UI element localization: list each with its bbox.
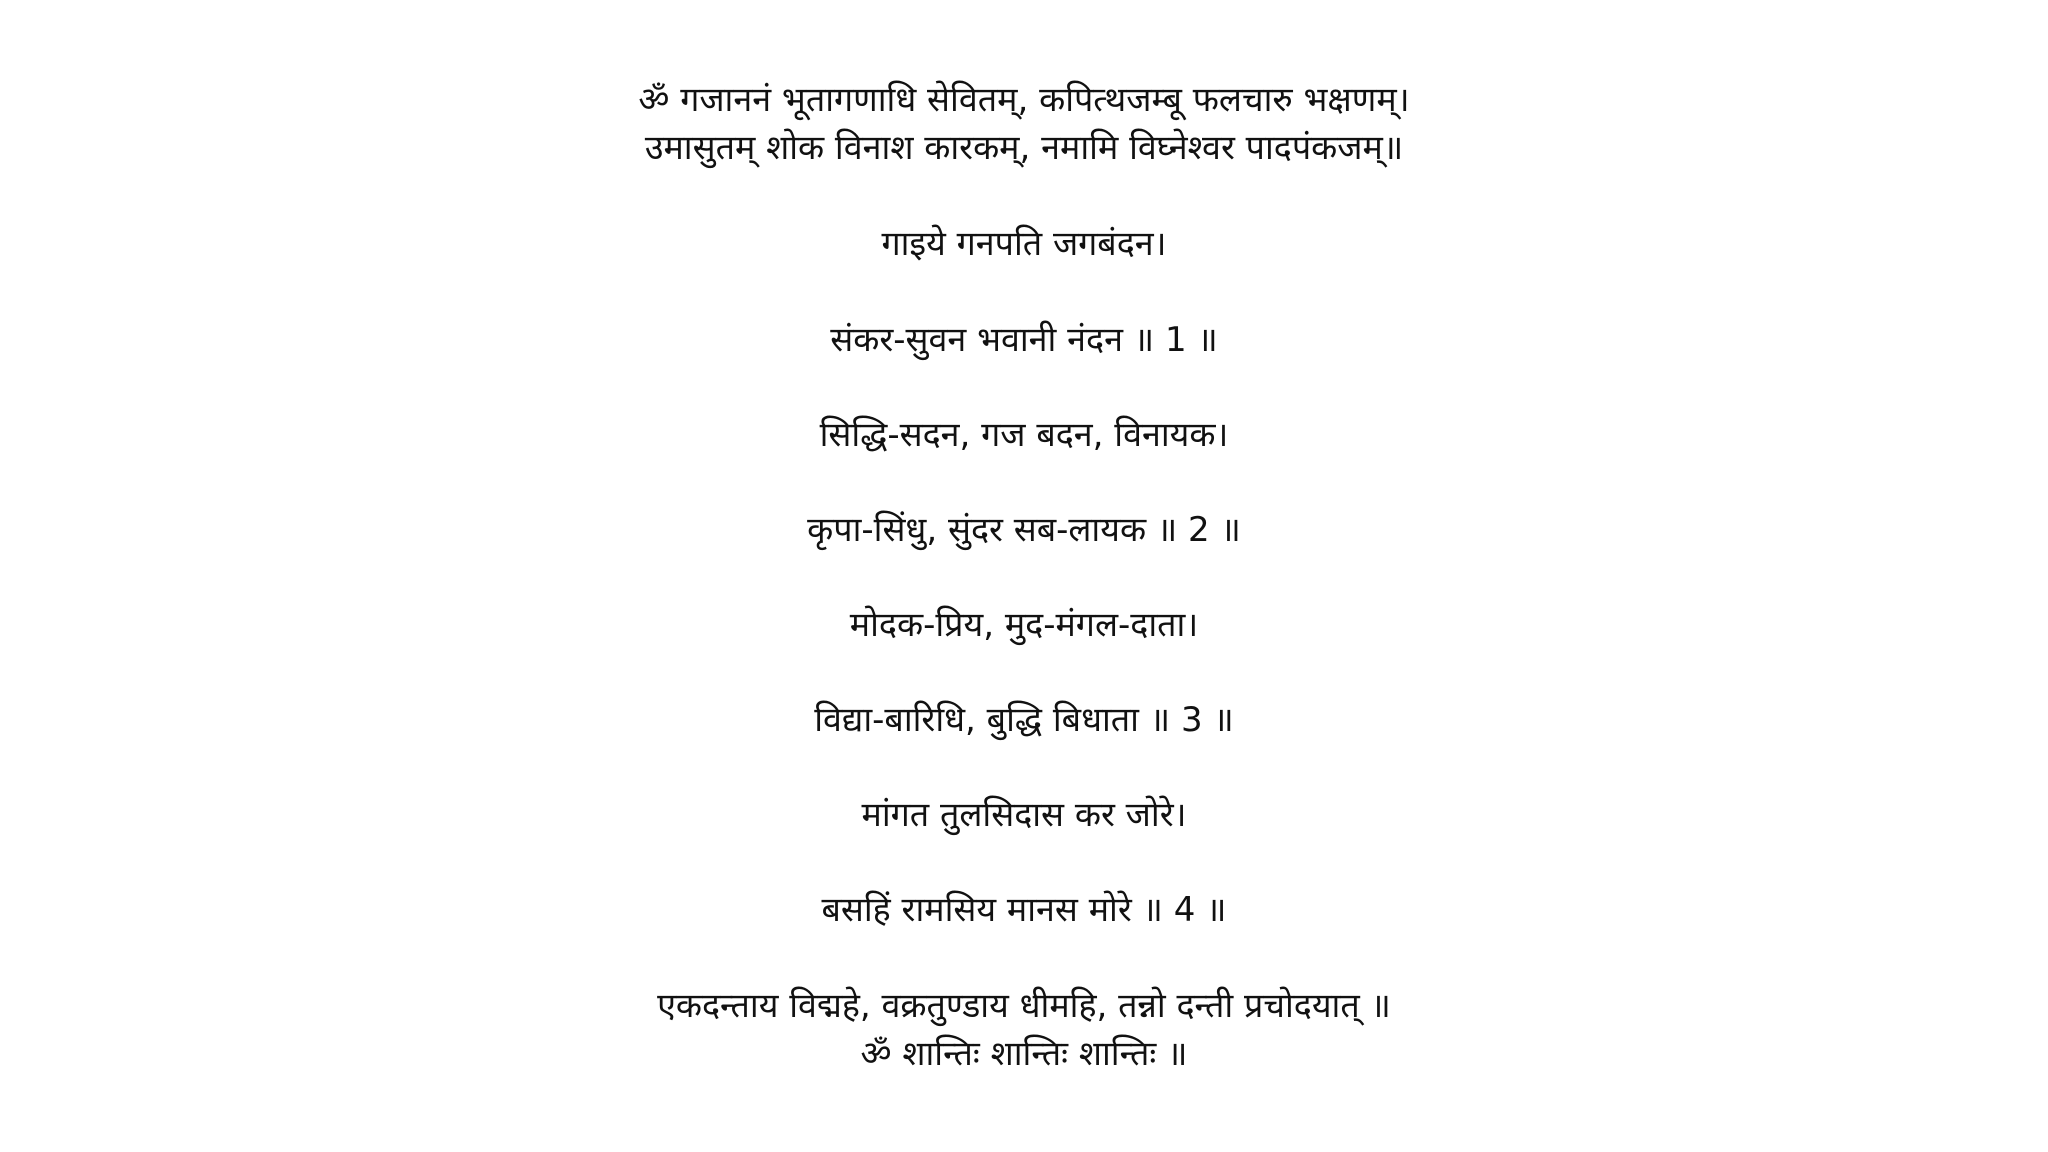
verse-line: विद्या-बारिधि, बुद्धि बिधाता ॥ 3 ॥ xyxy=(814,700,1234,740)
closing-line-2: ॐ शान्तिः शान्तिः शान्तिः ॥ xyxy=(860,1034,1188,1074)
verse-line: मोदक-प्रिय, मुद-मंगल-दाता। xyxy=(849,605,1199,645)
verse-line: संकर-सुवन भवानी नंदन ॥ 1 ॥ xyxy=(830,320,1218,360)
verse-line: गाइये गनपति जगबंदन। xyxy=(881,224,1167,264)
opening-line-1: ॐ गजाननं भूतागणाधि सेवितम्, कपित्थजम्बू फलचारु भक्षणम्। xyxy=(638,80,1410,120)
closing-line-1: एकदन्ताय विद्महे, वक्रतुण्डाय धीमहि, तन्नो दन्ती प्रचोदयात् ॥ xyxy=(657,986,1391,1026)
verse-line: कृपा-सिंधु, सुंदर सब-लायक ॥ 2 ॥ xyxy=(807,510,1241,550)
verse-line: सिद्धि-सदन, गज बदन, विनायक। xyxy=(819,415,1229,455)
opening-line-2: उमासुतम् शोक विनाश कारकम्, नमामि विघ्नेश्वर पादपंकजम्॥ xyxy=(644,128,1404,168)
verse-line: बसहिं रामसिय मानस मोरे ॥ 4 ॥ xyxy=(821,890,1227,930)
verse-line: मांगत तुलसिदास कर जोरे। xyxy=(861,795,1187,835)
